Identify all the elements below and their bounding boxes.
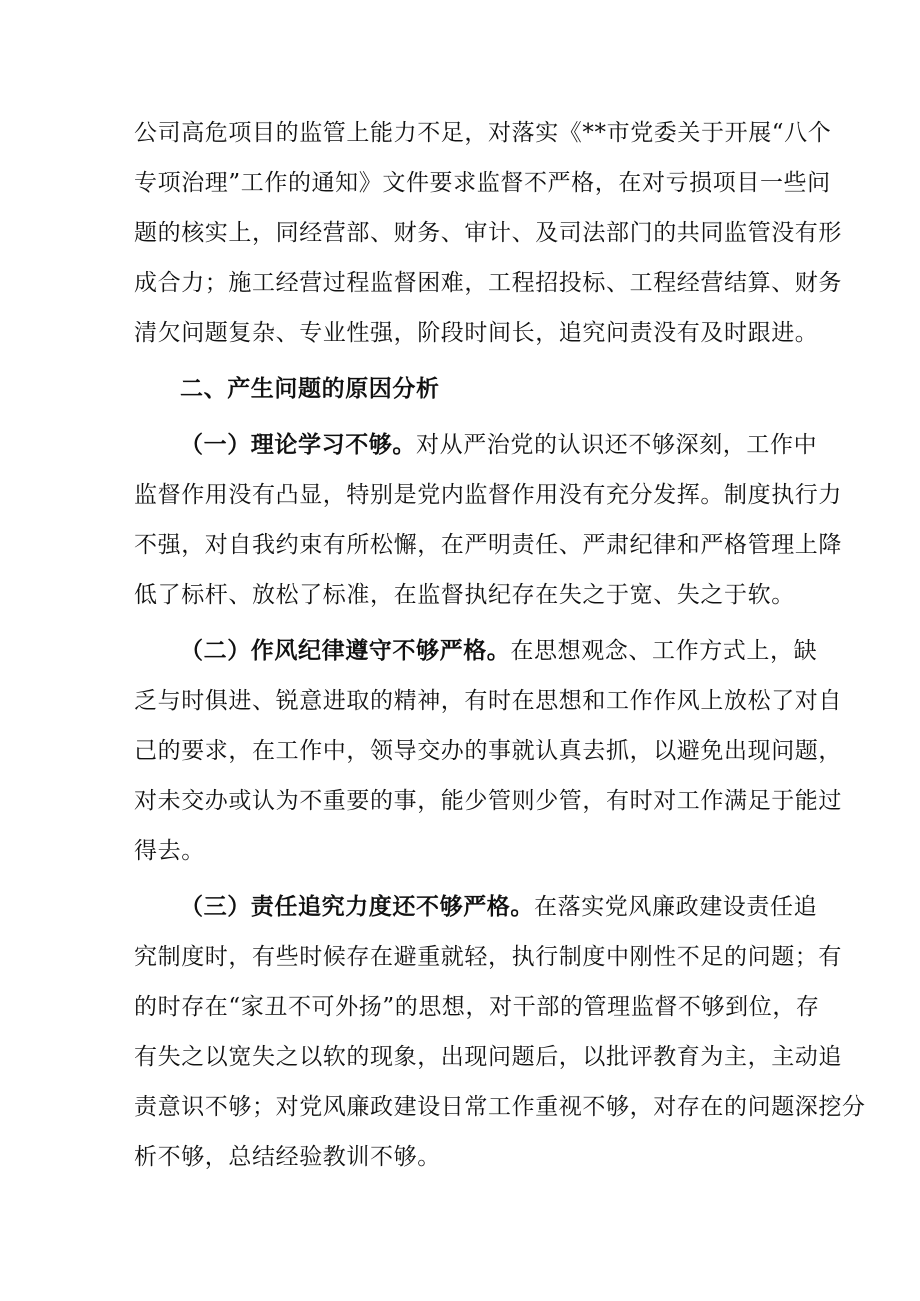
paragraph-line: 究制度时，有些时候存在避重就轻，执行制度中刚性不足的问题；有 [134, 944, 842, 970]
paragraph-line: 低了标杆、放松了标准，在监督执纪存在失之于宽、失之于软。 [134, 582, 795, 608]
subheading: （三）责任追究力度还不够严格。 [180, 893, 534, 920]
paragraph-line: 公司高危项目的监管上能力不足，对落实《**市党委关于开展“八个 [134, 120, 832, 146]
paragraph-line: 有失之以宽失之以软的现象，出现问题后，以批评教育为主，主动追 [134, 1044, 842, 1070]
paragraph-first-line [180, 636, 817, 666]
paragraph-first-line [180, 892, 817, 922]
paragraph-line: 成合力；施工经营过程监督困难，工程招投标、工程经营结算、财务 [134, 270, 842, 296]
paragraph-line: 析不够，总结经验教训不够。 [134, 1144, 441, 1170]
paragraph-line: 题的核实上，同经营部、财务、审计、及司法部门的共同监管没有形 [134, 220, 842, 246]
subheading: （一）理论学习不够。 [180, 431, 416, 458]
paragraph-line: 对未交办或认为不重要的事，能少管则少管，有时对工作满足于能过 [134, 788, 842, 814]
paragraph-line: 监督作用没有凸显，特别是党内监督作用没有充分发挥。制度执行力 [134, 482, 842, 508]
paragraph-line: 不强，对自我约束有所松懈，在严明责任、严肃纪律和严格管理上降 [134, 532, 842, 558]
paragraph-line: 的时存在“家丑不可外扬”的思想，对干部的管理监督不够到位，存 [134, 994, 820, 1020]
subheading: （二）作风纪律遵守不够严格。 [180, 637, 511, 664]
paragraph-line: 专项治理”工作的通知》文件要求监督不严格，在对亏损项目一些问 [134, 170, 831, 196]
paragraph-line: 清欠问题复杂、专业性强，阶段时间长，追究问责没有及时跟进。 [134, 320, 819, 346]
paragraph-text: 在落实党风廉政建设责任追 [534, 894, 818, 920]
paragraph-line: 责意识不够；对党风廉政建设日常工作重视不够，对存在的问题深挖分 [134, 1094, 866, 1120]
paragraph-first-line [180, 430, 817, 460]
paragraph-line: 得去。 [134, 838, 205, 864]
paragraph-text: 对从严治党的认识还不够深刻，工作中 [416, 432, 818, 458]
paragraph-line: 己的要求，在工作中，领导交办的事就认真去抓，以避免出现问题， [134, 738, 842, 764]
paragraph-line: 乏与时俱进、锐意进取的精神，有时在思想和工作作风上放松了对自 [134, 688, 842, 714]
paragraph-text: 在思想观念、工作方式上，缺 [510, 638, 818, 664]
section-heading: 二、产生问题的原因分析 [180, 375, 440, 402]
